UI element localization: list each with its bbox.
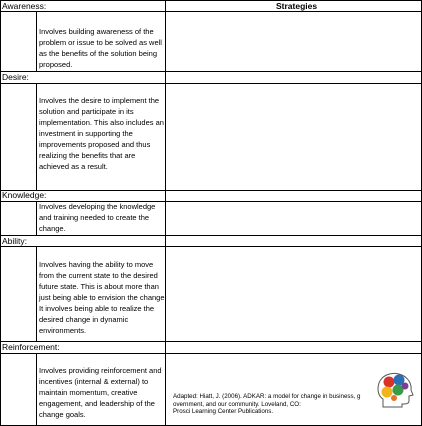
row-divider xyxy=(0,353,422,354)
logo-yellow-piece xyxy=(382,387,393,398)
strategies-header: Strategies xyxy=(276,1,318,11)
ability-label: Ability: xyxy=(2,236,28,246)
desire-label: Desire: xyxy=(2,72,29,82)
awareness-label: Awareness: xyxy=(2,1,47,11)
citation xyxy=(173,393,373,416)
row-divider xyxy=(0,246,422,247)
description-cell-border xyxy=(36,83,37,190)
table-top-border xyxy=(0,0,422,1)
row-divider xyxy=(0,11,422,12)
description-cell-border xyxy=(36,246,37,341)
row-divider xyxy=(0,235,422,236)
reinforcement-description: Involves providing reinforcement and incentives (internal & external) to maintain momentum, creative engagement, and leadership of the change goals. xyxy=(39,366,162,419)
citation-line-2: overnment, and our community. Loveland, CO: xyxy=(173,400,301,408)
description-cell-border xyxy=(36,11,37,71)
logo-orange-piece xyxy=(391,395,397,401)
citation-line-1: Adapted: Hiatt, J. (2006). ADKAR: a model for change in business, g xyxy=(173,393,361,400)
row-divider xyxy=(0,190,422,191)
description-cell-border xyxy=(36,353,37,425)
knowledge-description: Involves developing the knowledge and training needed to create the change. xyxy=(39,202,156,233)
row-divider xyxy=(0,71,422,72)
description-cell-border xyxy=(36,201,37,235)
row-divider xyxy=(0,83,422,84)
logo-purple-piece xyxy=(402,383,409,390)
reinforcement-label: Reinforcement: xyxy=(2,342,60,352)
desire-description: Involves the desire to implement the solution and participate in its implementation. This also includes an investment in supporting the improvements proposed and thus realizing the benefits that are achieved as a result. xyxy=(39,96,164,171)
logo-red-piece xyxy=(384,377,395,388)
awareness-description: Involves building awareness of the problem or issue to be solved as well as the benefits of the solution being proposed. xyxy=(39,27,162,69)
citation-line-3: Prosci Learning Center Publications. xyxy=(173,408,274,415)
knowledge-label: Knowledge: xyxy=(2,190,47,200)
table-left-border xyxy=(0,0,1,426)
row-divider xyxy=(0,341,422,342)
ability-description: Involves having the ability to move from the current state to the desired future state. This is about more than just being able to envision the change. It involves being able to realize the desired change in dynamic environments. xyxy=(39,260,167,335)
adkar-puzzle-head-logo-icon xyxy=(374,369,416,411)
